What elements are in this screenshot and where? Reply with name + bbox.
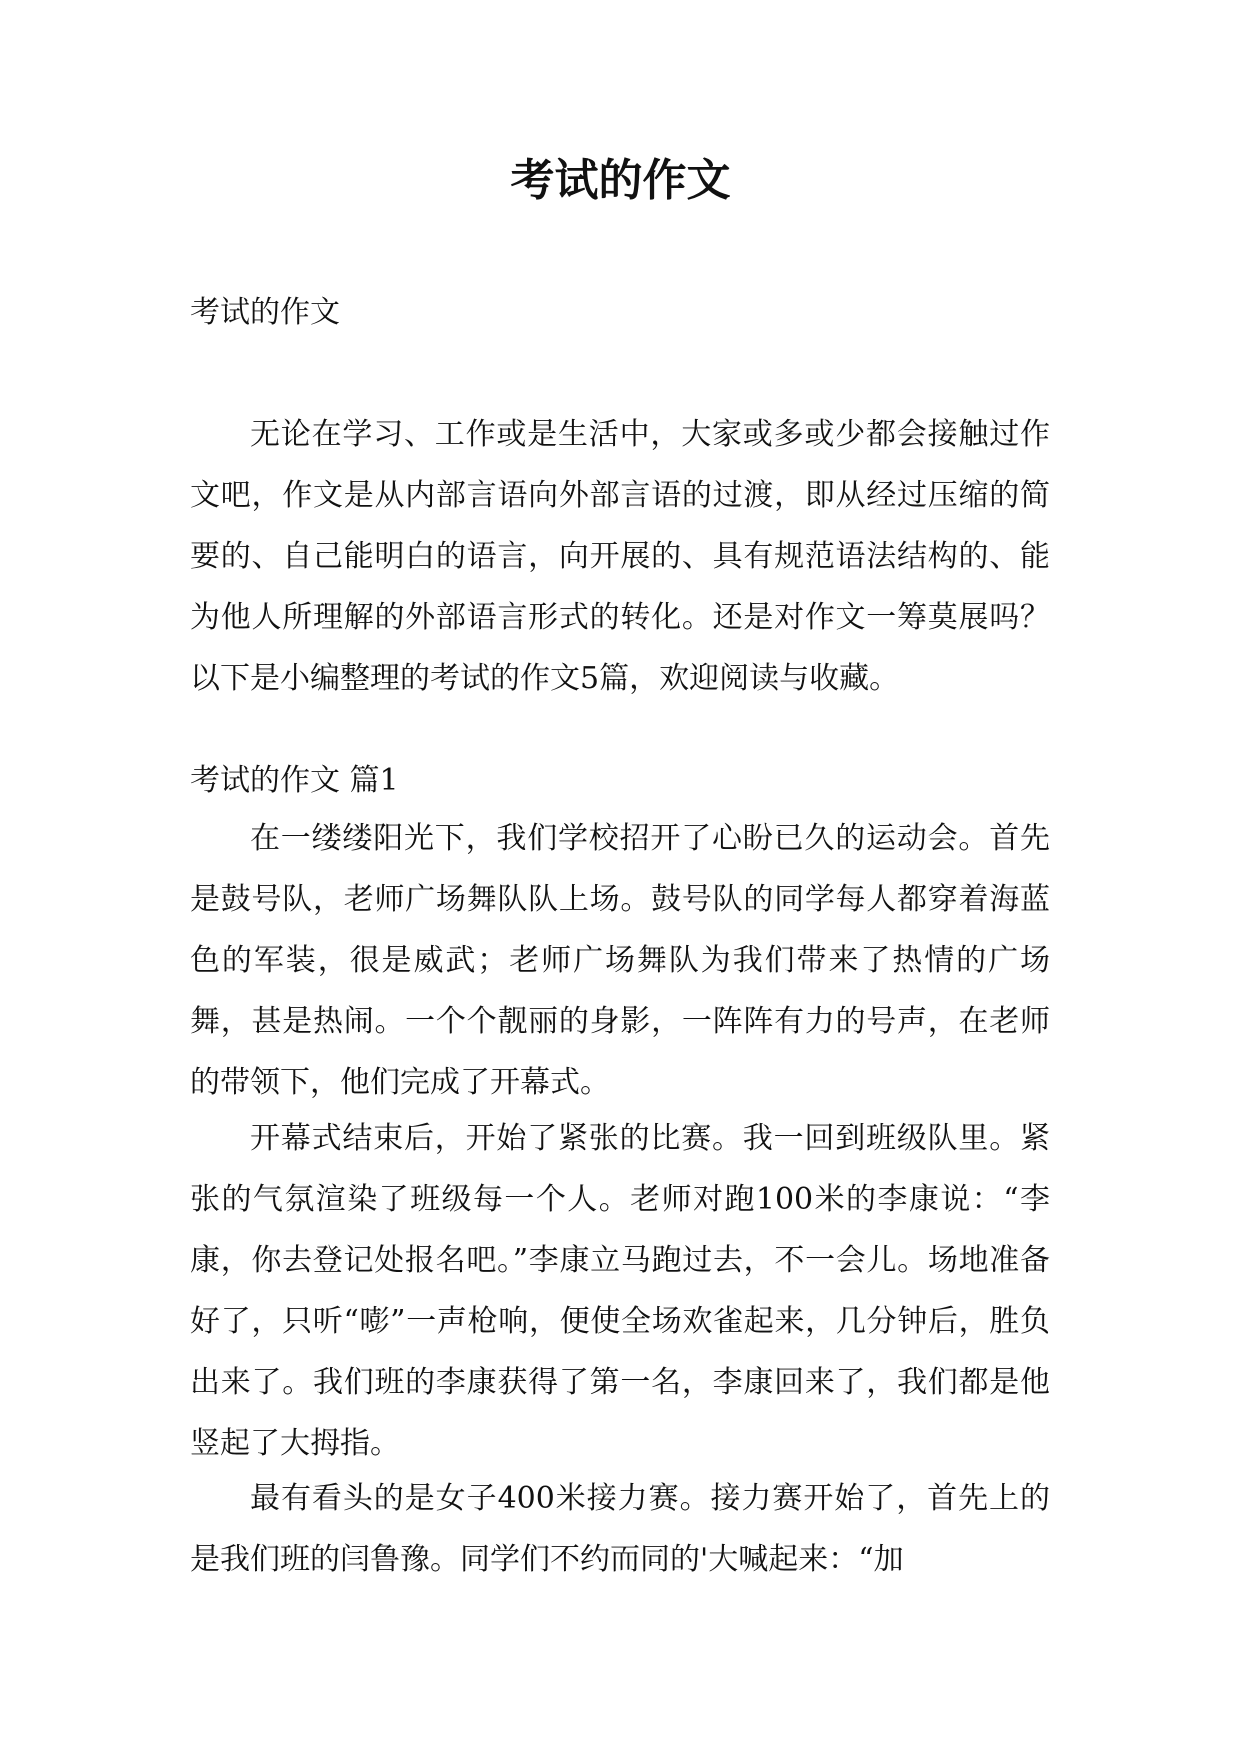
- section-heading: 考试的作文 篇1: [190, 763, 399, 798]
- intro-paragraph: 无论在学习、工作或是生活中，大家或多或少都会接触过作文吧，作文是从内部言语向外部言语的过渡，即从经过压缩的简要的、自己能明白的语言，向开展的、具有规范语法结构的、能为他人所理解的外部语言形式的转化。还是对作文一筹莫展吗？以下是小编整理的考试的作文5篇，欢迎阅读与收藏。: [190, 417, 1050, 696]
- document-subtitle: 考试的作文: [190, 295, 340, 330]
- body-paragraph-3: 最有看头的是女子400米接力赛。接力赛开始了，首先上的是我们班的闫鲁豫。同学们不约而同的'大喊起来：“加: [190, 1481, 1050, 1577]
- document-title: 考试的作文: [510, 155, 731, 206]
- body-paragraph-2: 开幕式结束后，开始了紧张的比赛。我一回到班级队里。紧张的气氛渲染了班级每一个人。老师对跑100米的李康说：“李康，你去登记处报名吧。”李康立马跑过去，不一会儿。场地准备好了，只听“嘭”一声枪响，便使全场欢雀起来，几分钟后，胜负出来了。我们班的李康获得了第一名，李康回来了，我们都是他竖起了大拇指。: [190, 1121, 1050, 1461]
- body-paragraph-1: 在一缕缕阳光下，我们学校招开了心盼已久的运动会。首先是鼓号队，老师广场舞队队上场。鼓号队的同学每人都穿着海蓝色的军装，很是威武；老师广场舞队为我们带来了热情的广场舞，甚是热闹。一个个靓丽的身影，一阵阵有力的号声，在老师的带领下，他们完成了开幕式。: [190, 821, 1050, 1100]
